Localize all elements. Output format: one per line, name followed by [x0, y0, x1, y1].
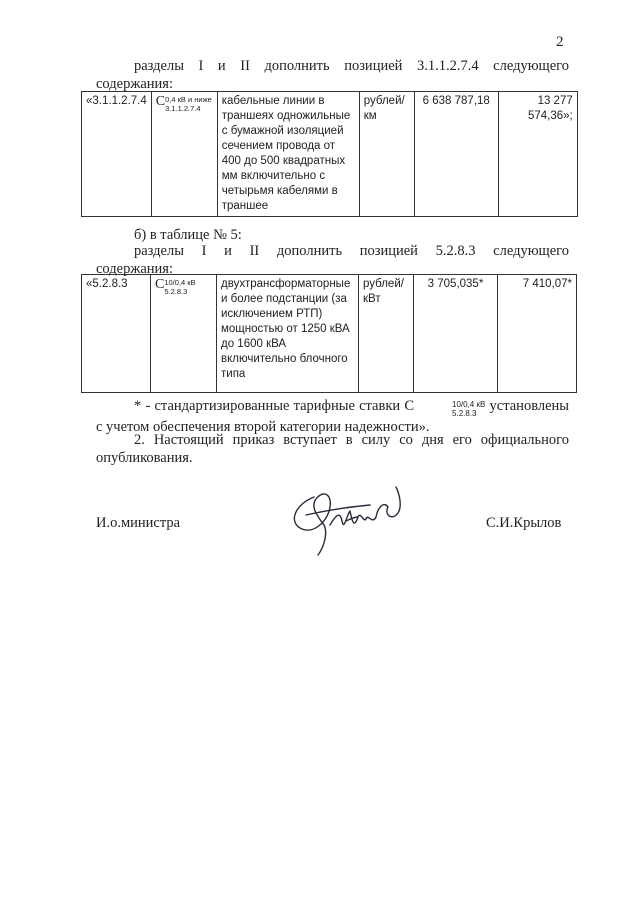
position-code: «3.1.1.2.7.4 — [82, 92, 152, 217]
rate-symbol — [151, 275, 217, 393]
handwritten-signature — [284, 477, 420, 563]
signatory-name: С.И.Крылов — [486, 515, 562, 531]
position-unit: рублей/кВт — [359, 275, 414, 393]
table5-heading: б) в таблице № 5: — [134, 227, 242, 243]
position-code: «5.2.8.3 — [82, 275, 151, 393]
position-table-3-1-1-2-7-4 — [81, 91, 578, 217]
rate-value-2: 13 277 574,36»; — [498, 92, 577, 217]
symbol-sup: 10/0,4 кВ — [452, 400, 486, 409]
symbol-sup: 0,4 кВ и ниже — [165, 95, 212, 104]
position-description: двухтрансформаторные и более подстанции (за исключением РТП) мощностью от 1250 кВА до 1600 кВА включительно блочного типа — [217, 275, 359, 393]
symbol-base: C — [155, 277, 165, 292]
effective-date-clause: 2. Настоящий приказ вступает в силу со дня его официального опубликования. — [96, 432, 569, 466]
symbol-sub: 5.2.8.3 — [452, 409, 477, 418]
intro-2-line: разделы I и II дополнить позицией 5.2.8.3 следующего — [134, 243, 569, 259]
page-number: 2 — [556, 34, 564, 50]
amendment-intro-2 — [96, 242, 569, 278]
table-row — [82, 92, 578, 217]
symbol-indices — [164, 278, 195, 296]
footnote-line2: с учетом обеспечения второй категории надежности». — [96, 419, 430, 435]
symbol-sub: 5.2.8.3 — [164, 287, 188, 296]
intro-2-line2: содержания: — [96, 261, 174, 277]
symbol-indices — [165, 95, 212, 113]
symbol-indices — [414, 400, 485, 418]
footnote-text-before: * - стандартизированные тарифные ставки — [134, 398, 401, 414]
rate-value-1: 6 638 787,18 — [414, 92, 498, 217]
footnote-text-after: установлены — [489, 398, 570, 414]
position-description: кабельные линии в траншеях одножильные с бумажной изоляцией сечением провода от 400 до 500 квадратных мм включительно с четырьмя кабелями в траншее — [217, 92, 359, 217]
rate-value-2: 7 410,07* — [498, 275, 577, 393]
symbol-sup: 10/0,4 кВ — [164, 278, 196, 287]
position-table-5-2-8-3 — [81, 274, 577, 393]
intro-1-line: разделы I и II дополнить позицией 3.1.1.2.7.4 следующего — [134, 58, 569, 74]
position-unit: рублей/км — [359, 92, 414, 217]
table-row — [82, 275, 577, 393]
symbol-base: C — [404, 398, 415, 414]
rate-symbol — [151, 92, 217, 217]
rate-value-1: 3 705,035* — [414, 275, 498, 393]
intro-1-line2: содержания: — [96, 76, 174, 92]
footnote-line1 — [96, 397, 569, 418]
footnote-symbol — [404, 398, 486, 418]
amendment-intro-1 — [96, 57, 569, 93]
symbol-sub: 3.1.1.2.7.4 — [165, 104, 201, 113]
symbol-base: C — [155, 94, 166, 109]
signatory-title: И.о.министра — [96, 515, 181, 531]
